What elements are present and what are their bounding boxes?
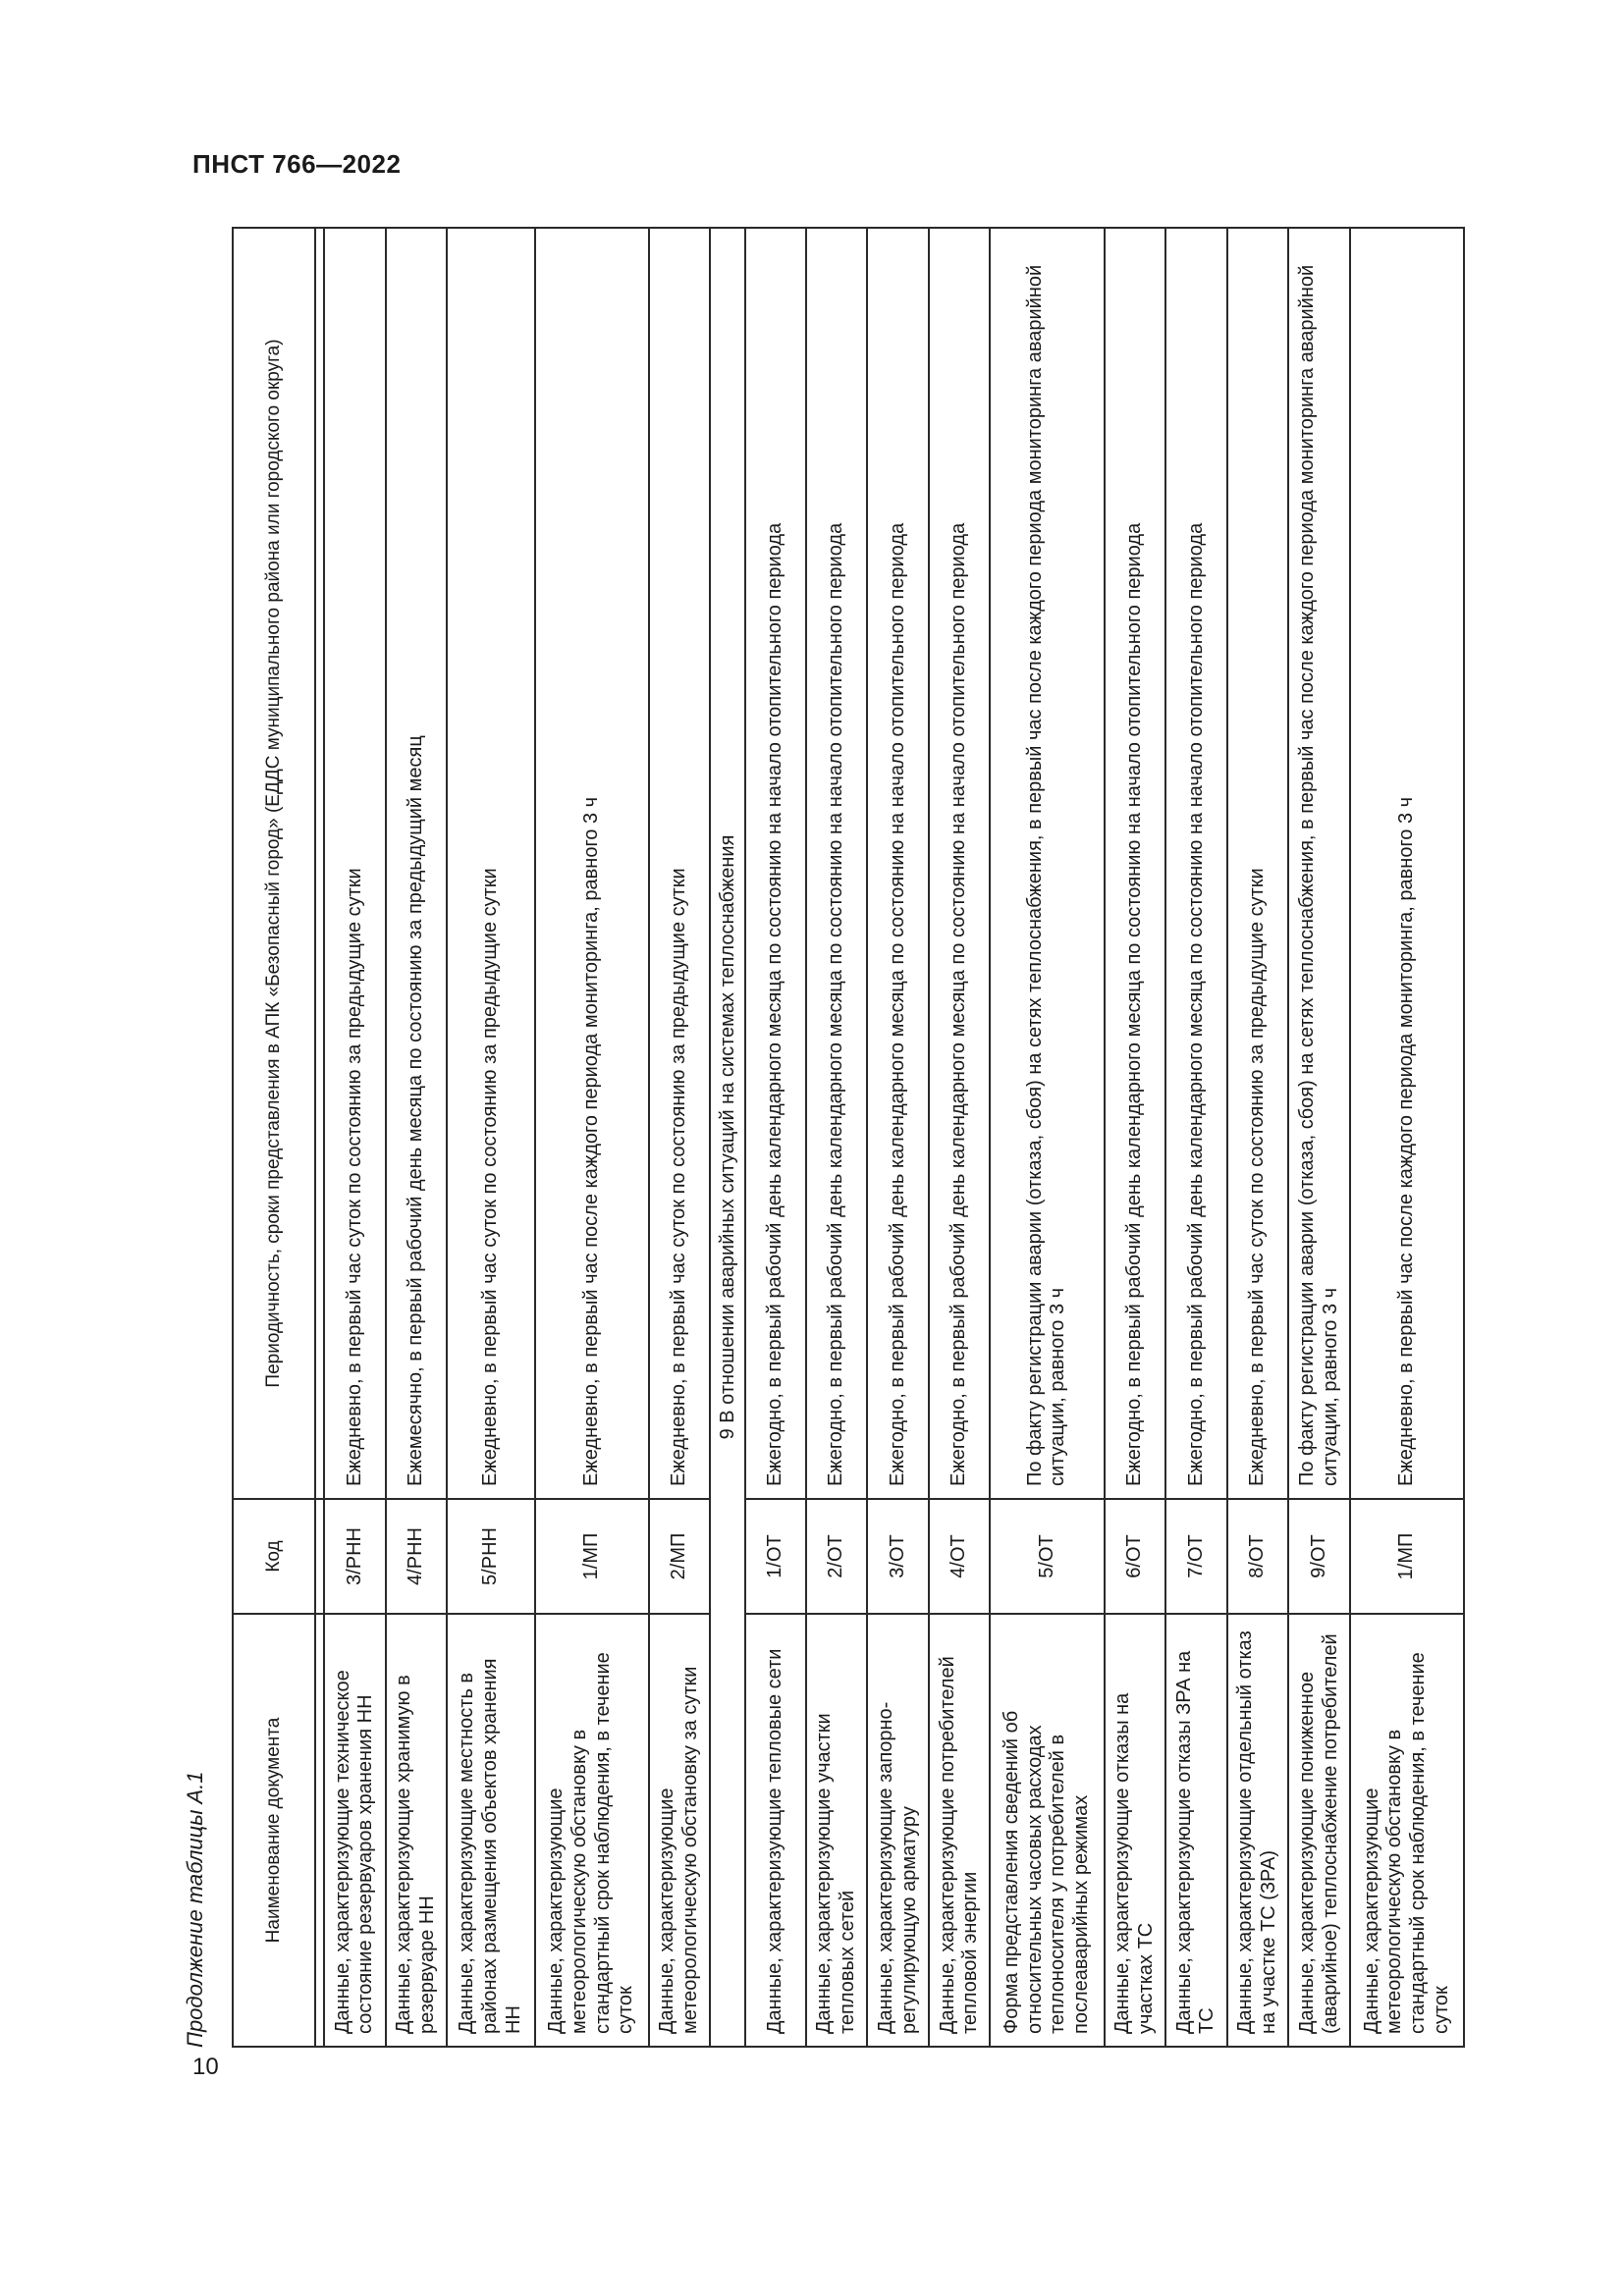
column-header-period: Периодичность, сроки представления в АПК «Безопасный город» (ЕДДС муниципального района или городского округа) <box>233 228 315 1499</box>
row-code: 1/ОТ <box>745 1499 805 1614</box>
header-gap-row <box>315 228 324 2047</box>
row-name: Данные, характеризующие отдельный отказ на участке ТС (ЗРА) <box>1227 1614 1289 2047</box>
row-period: Ежегодно, в первый рабочий день календарного месяца по состоянию на начало отопительного периода <box>867 228 929 1499</box>
row-code: 8/ОТ <box>1227 1499 1289 1614</box>
table-row <box>1350 228 1464 2047</box>
table-header-row <box>233 228 315 2047</box>
row-name: Данные, характеризующие запорно-регулирующую арматуру <box>867 1614 929 2047</box>
row-name: Данные, характеризующие участки тепловых сетей <box>806 1614 868 2047</box>
row-name: Данные, характеризующие пониженное (аварийное) теплоснабжение потребителей <box>1288 1614 1350 2047</box>
row-name: Данные, характеризующие хранимую в резервуаре НН <box>386 1614 448 2047</box>
row-name: Данные, характеризующие метеорологическую обстановку за сутки <box>649 1614 711 2047</box>
row-name: Данные, характеризующие потребителей тепловой энергии <box>929 1614 991 2047</box>
row-period: Ежедневно, в первый час суток по состоянию за предыдущие сутки <box>649 228 711 1499</box>
row-code: 5/РНН <box>447 1499 534 1614</box>
row-name: Данные, характеризующие местность в районах размещения объектов хранения НН <box>447 1614 534 2047</box>
rotated-page-content <box>183 229 1465 2048</box>
row-period: Ежегодно, в первый рабочий день календарного месяца по состоянию на начало отопительного периода <box>745 228 805 1499</box>
row-period: Ежедневно, в первый час суток по состоянию за предыдущие сутки <box>324 228 386 1499</box>
row-name: Данные, характеризующие тепловые сети <box>745 1614 805 2047</box>
row-period: Ежедневно, в первый час суток по состоянию за предыдущие сутки <box>1227 228 1289 1499</box>
section-title: 9 В отношении аварийных ситуаций на системах теплоснабжения <box>710 228 745 2047</box>
column-header-name: Наименование документа <box>233 1614 315 2047</box>
table-row <box>867 228 929 2047</box>
table-row <box>1165 228 1227 2047</box>
row-code: 9/ОТ <box>1288 1499 1350 1614</box>
table-row <box>324 228 386 2047</box>
table-row <box>806 228 868 2047</box>
row-period: Ежегодно, в первый рабочий день календарного месяца по состоянию на начало отопительного периода <box>806 228 868 1499</box>
documents-table <box>232 227 1465 2048</box>
row-name: Данные, характеризующие метеорологическую обстановку в стандартный срок наблюдения, в течение суток <box>1350 1614 1464 2047</box>
row-name: Данные, характеризующие отказы ЗРА на ТС <box>1165 1614 1227 2047</box>
table-row <box>1105 228 1166 2047</box>
table-row <box>386 228 448 2047</box>
row-name: Данные, характеризующие отказы на участках ТС <box>1105 1614 1166 2047</box>
row-code: 4/ОТ <box>929 1499 991 1614</box>
row-period: Ежегодно, в первый рабочий день календарного месяца по состоянию на начало отопительного периода <box>929 228 991 1499</box>
row-period: Ежедневно, в первый час после каждого периода мониторинга, равного 3 ч <box>535 228 649 1499</box>
row-period: Ежедневно, в первый час после каждого периода мониторинга, равного 3 ч <box>1350 228 1464 1499</box>
row-name: Данные, характеризующие метеорологическую обстановку в стандартный срок наблюдения, в течение суток <box>535 1614 649 2047</box>
table-caption: Продолжение таблицы А.1 <box>183 1771 207 2048</box>
row-name: Форма представления сведений об относительных часовых расходах теплоносителя у потребителей в послеаварийных режимах <box>990 1614 1104 2047</box>
row-code: 2/МП <box>649 1499 711 1614</box>
row-code: 3/ОТ <box>867 1499 929 1614</box>
table-row <box>535 228 649 2047</box>
table-row <box>990 228 1104 2047</box>
row-code: 5/ОТ <box>990 1499 1104 1614</box>
row-name: Данные, характеризующие техническое состояние резервуаров хранения НН <box>324 1614 386 2047</box>
row-period: По факту регистрации аварии (отказа, сбоя) на сетях теплоснабжения, в первый час после каждого периода мониторинга аварийной ситуации, равного 3 ч <box>1288 228 1350 1499</box>
row-code: 3/РНН <box>324 1499 386 1614</box>
column-header-code: Код <box>233 1499 315 1614</box>
row-period: По факту регистрации аварии (отказа, сбоя) на сетях теплоснабжения, в первый час после каждого периода мониторинга аварийной ситуации, равного 3 ч <box>990 228 1104 1499</box>
page-number: 10 <box>192 2054 219 2080</box>
row-code: 1/МП <box>535 1499 649 1614</box>
row-period: Ежедневно, в первый час суток по состоянию за предыдущие сутки <box>447 228 534 1499</box>
row-code: 2/ОТ <box>806 1499 868 1614</box>
table-row <box>447 228 534 2047</box>
row-period: Ежемесячно, в первый рабочий день месяца по состоянию за предыдущий месяц <box>386 228 448 1499</box>
table-row <box>745 228 805 2047</box>
row-code: 7/ОТ <box>1165 1499 1227 1614</box>
table-row <box>1288 228 1350 2047</box>
row-code: 6/ОТ <box>1105 1499 1166 1614</box>
document-standard-header: ПНСТ 766—2022 <box>192 149 402 179</box>
table-row <box>1227 228 1289 2047</box>
table-row <box>929 228 991 2047</box>
row-period: Ежегодно, в первый рабочий день календарного месяца по состоянию на начало отопительного периода <box>1105 228 1166 1499</box>
row-code: 1/МП <box>1350 1499 1464 1614</box>
section-row <box>710 228 745 2047</box>
row-code: 4/РНН <box>386 1499 448 1614</box>
row-period: Ежегодно, в первый рабочий день календарного месяца по состоянию на начало отопительного периода <box>1165 228 1227 1499</box>
table-row <box>649 228 711 2047</box>
